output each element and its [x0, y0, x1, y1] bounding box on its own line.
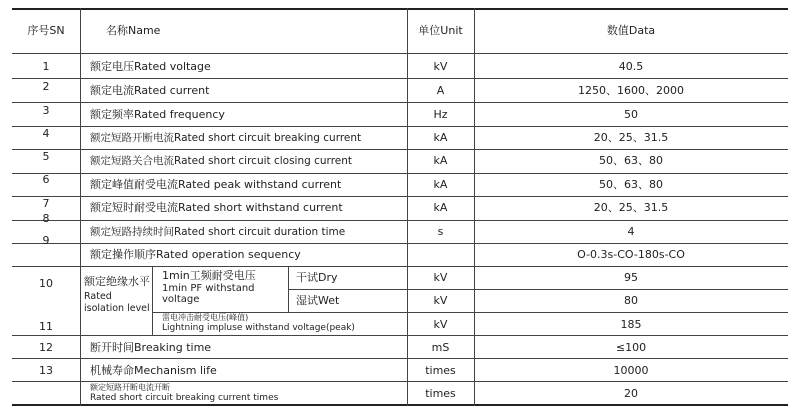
- wet-unit: kV: [433, 294, 448, 307]
- row-6-unit: kA: [433, 178, 448, 191]
- row-divider: [12, 381, 788, 382]
- row-divider: [12, 335, 788, 336]
- row-3-name: 额定频率Rated frequency: [90, 108, 225, 121]
- row-2-unit: A: [436, 84, 445, 97]
- wet-data: 80: [624, 294, 638, 307]
- pf-name-cn: 1min工频耐受电压: [162, 269, 256, 282]
- last-row-data: 20: [624, 387, 638, 400]
- row-9-sn: 9: [42, 234, 50, 247]
- header-sn: 序号SN: [27, 24, 65, 37]
- li-unit: kV: [433, 318, 448, 331]
- row-7-unit: kA: [433, 201, 448, 214]
- row-8-data: 4: [627, 225, 635, 238]
- row-3-sn: 3: [42, 104, 50, 117]
- insulation-name-cn: 额定绝缘水平: [84, 275, 150, 288]
- dry-data: 95: [624, 271, 638, 284]
- spec-table: [12, 8, 788, 406]
- row-13-data: 10000: [613, 364, 649, 377]
- row-10-sn: 10: [39, 277, 53, 290]
- row-divider: [12, 220, 788, 221]
- row-7-name: 额定短时耐受电流Rated short withstand current: [90, 201, 343, 214]
- table-top-border: [12, 8, 788, 10]
- row-divider: [288, 289, 788, 290]
- row-12-data: ≤100: [615, 341, 647, 354]
- pf-name-en: 1min PF withstand voltage: [162, 283, 255, 305]
- row-9-data: O-0.3s-CO-180s-CO: [577, 248, 685, 261]
- row-divider: [12, 126, 788, 127]
- row-12-name: 断开时间Breaking time: [90, 341, 212, 354]
- li-name-cn: 雷电冲击耐受电压(峰值): [162, 313, 249, 322]
- row-7-sn: 7: [42, 197, 50, 210]
- column-divider: [152, 266, 153, 335]
- row-8-sn: 8: [42, 212, 50, 225]
- row-divider: [12, 243, 788, 244]
- row-13-unit: times: [425, 364, 456, 377]
- row-11-sn: 11: [39, 320, 53, 333]
- row-6-name: 额定峰值耐受电流Rated peak withstand current: [90, 178, 342, 191]
- row-7-data: 20、25、31.5: [593, 201, 669, 214]
- column-divider: [80, 8, 81, 406]
- dry-unit: kV: [433, 271, 448, 284]
- last-row-name-en: Rated short circuit breaking current times: [90, 393, 279, 403]
- row-divider: [12, 358, 788, 359]
- row-2-sn: 2: [42, 80, 50, 93]
- row-8-unit: s: [437, 225, 444, 238]
- row-divider: [12, 53, 788, 54]
- row-5-sn: 5: [42, 150, 50, 163]
- row-5-name: 额定短路关合电流Rated short circuit closing current: [90, 155, 353, 167]
- row-5-data: 50、63、80: [599, 154, 663, 167]
- header-unit: 单位Unit: [418, 24, 463, 37]
- last-row-name-cn: 额定短路开断电流开断: [90, 383, 170, 392]
- row-divider: [12, 266, 788, 267]
- row-5-unit: kA: [433, 154, 448, 167]
- row-13-name: 机械寿命Mechanism life: [90, 364, 217, 377]
- row-12-unit: mS: [431, 341, 450, 354]
- row-9-name: 额定操作顺序Rated operation sequency: [90, 248, 301, 261]
- li-name-en: Lightning impluse withstand voltage(peak): [162, 323, 355, 333]
- row-divider: [12, 149, 788, 150]
- header-name: 名称Name: [106, 24, 161, 37]
- row-divider: [12, 173, 788, 174]
- row-2-name: 额定电流Rated current: [90, 84, 210, 97]
- li-data: 185: [620, 318, 642, 331]
- column-divider: [288, 266, 289, 312]
- row-4-name: 额定短路开断电流Rated short circuit breaking current: [90, 132, 362, 144]
- last-row-unit: times: [425, 387, 456, 400]
- row-3-data: 50: [624, 108, 638, 121]
- row-4-data: 20、25、31.5: [593, 131, 669, 144]
- row-13-sn: 13: [39, 364, 53, 377]
- row-4-sn: 4: [42, 127, 50, 140]
- row-6-sn: 6: [42, 173, 50, 186]
- dry-label: 干试Dry: [296, 271, 338, 284]
- insulation-name-en: Rated isolation level: [84, 291, 150, 314]
- row-1-name: 额定电压Rated voltage: [90, 60, 211, 73]
- row-6-data: 50、63、80: [599, 178, 663, 191]
- row-8-name: 额定短路持续时间Rated short circuit duration time: [90, 226, 346, 238]
- row-2-data: 1250、1600、2000: [578, 84, 684, 97]
- row-divider: [12, 102, 788, 103]
- header-data: 数值Data: [606, 24, 656, 37]
- table-bottom-border: [12, 404, 788, 406]
- row-3-unit: Hz: [433, 108, 448, 121]
- row-1-sn: 1: [42, 60, 50, 73]
- row-12-sn: 12: [39, 341, 53, 354]
- wet-label: 湿试Wet: [296, 294, 340, 307]
- row-divider: [12, 196, 788, 197]
- row-divider: [12, 78, 788, 79]
- row-1-data: 40.5: [618, 60, 644, 73]
- row-4-unit: kA: [433, 131, 448, 144]
- row-1-unit: kV: [433, 60, 448, 73]
